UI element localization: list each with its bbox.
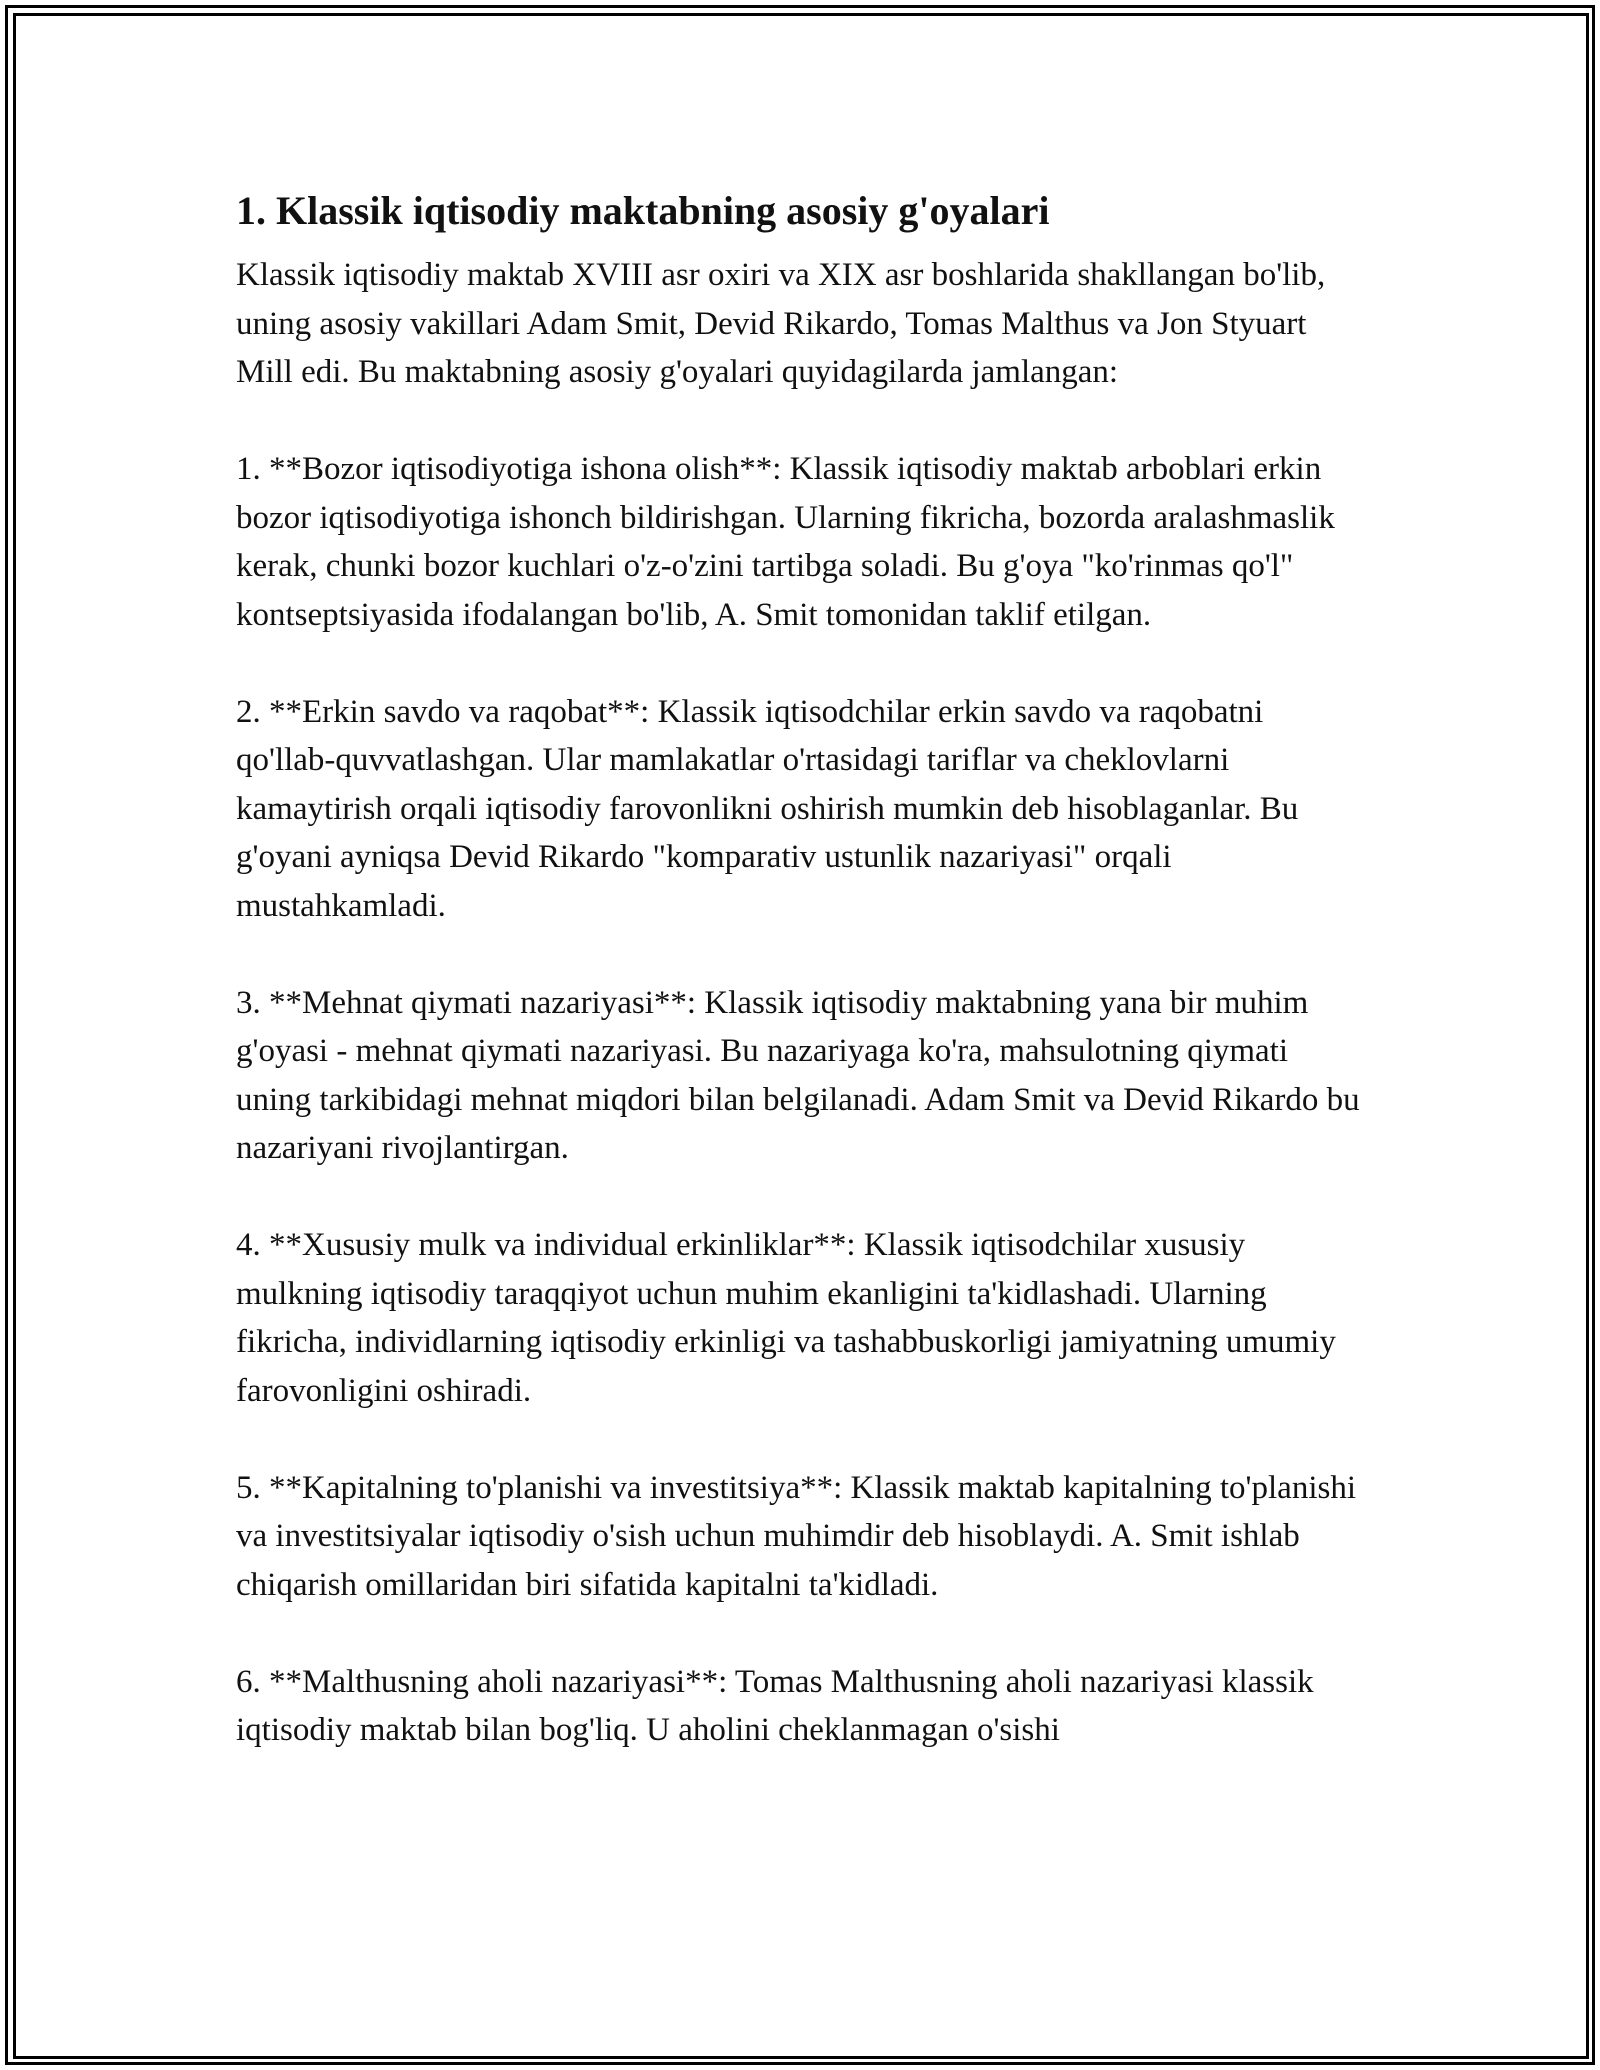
section-heading: 1. Klassik iqtisodiy maktabning asosiy g'oyalari: [236, 188, 1050, 233]
document-body: [236, 185, 1366, 1803]
list-item-5: 5. **Kapitalning to'planishi va investitsiya**: Klassik maktab kapitalning to'planishi va investitsiyalar iqtisodiy o'sish uchun muhimdir deb hisoblaydi. A. Smit ishlab chiqarish omillaridan biri sifatida kapitalni ta'kidladi.: [236, 1469, 1357, 1603]
list-item-4: 4. **Xususiy mulk va individual erkinliklar**: Klassik iqtisodchilar xususiy mulkning iqtisodiy taraqqiyot uchun muhim ekanligini ta'kidlashadi. Ularning fikricha, individlarning iqtisodiy erkinligi va tashabbuskorligi jamiyatning umumiy farovonligini oshiradi.: [236, 1227, 1336, 1409]
intro-paragraph: Klassik iqtisodiy maktab XVIII asr oxiri va XIX asr boshlarida shakllangan bo'lib, uning asosiy vakillari Adam Smit, Devid Rikardo, Tomas Malthus va Jon Styuart Mill edi. Bu maktabning asosiy g'oyalari quyidagilarda jamlangan:: [236, 257, 1326, 390]
list-item-3: 3. **Mehnat qiymati nazariyasi**: Klassik iqtisodiy maktabning yana bir muhim g'oyasi - mehnat qiymati nazariyasi. Bu nazariyaga ko'ra, mahsulotning qiymati uning tarkibidagi mehnat miqdori bilan belgilanadi. Adam Smit va Devid Rikardo bu nazariyani rivojlantirgan.: [236, 984, 1360, 1166]
list-item-1: 1. **Bozor iqtisodiyotiga ishona olish**: Klassik iqtisodiy maktab arboblari erkin bozor iqtisodiyotiga ishonch bildirishgan. Ularning fikricha, bozorda aralashmaslik kerak, chunki bozor kuchlari o'z-o'zini tartibga soladi. Bu g'oya "ko'rinmas qo'l" kontseptsiyasida ifodalangan bo'lib, A. Smit tomonidan taklif etilgan.: [236, 451, 1335, 633]
list-item-6: 6. **Malthusning aholi nazariyasi**: Tomas Malthusning aholi nazariyasi klassik iqtisodiy maktab bilan bog'liq. U aholini cheklanmagan o'sishi: [236, 1663, 1314, 1748]
list-item-2: 2. **Erkin savdo va raqobat**: Klassik iqtisodchilar erkin savdo va raqobatni qo'llab-quvvatlashgan. Ular mamlakatlar o'rtasidagi tariflar va cheklovlarni kamaytirish orqali iqtisodiy farovonlikni oshirish mumkin deb hisoblaganlar. Bu g'oyani ayniqsa Devid Rikardo "komparativ ustunlik nazariyasi" orqali mustahkamladi.: [236, 693, 1299, 924]
